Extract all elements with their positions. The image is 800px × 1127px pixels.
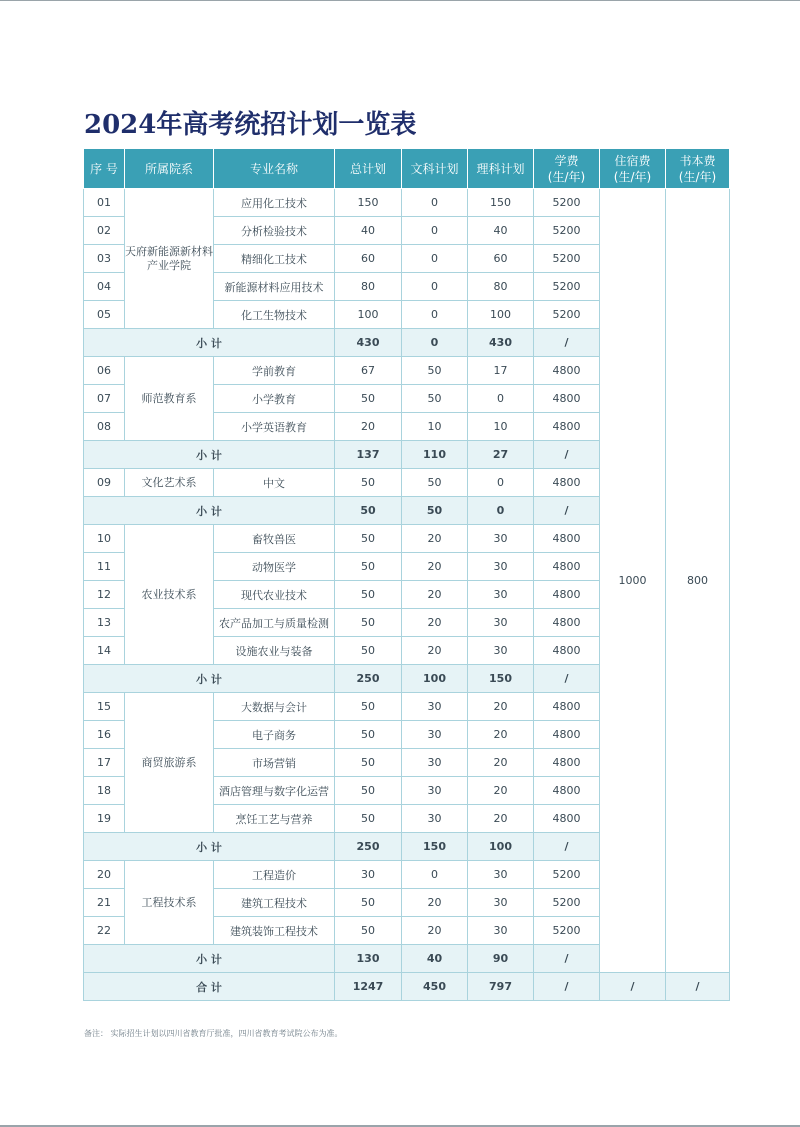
cell-total: 50 [335, 637, 402, 665]
table-header-row [84, 149, 730, 189]
cell-college: 农业技术系 [125, 525, 214, 665]
cell-science: 100 [468, 301, 534, 329]
cell-major: 设施农业与装备 [214, 637, 335, 665]
cell-major: 工程造价 [214, 861, 335, 889]
cell-science: 20 [468, 805, 534, 833]
cell-tuition: 4800 [534, 777, 600, 805]
cell-major: 中文 [214, 469, 335, 497]
footnote: 备注： 实际招生计划以四川省教育厅批准，四川省教育考试院公布为准。 [84, 1029, 343, 1038]
cell-major: 市场营销 [214, 749, 335, 777]
cell-seq: 12 [84, 581, 125, 609]
subtotal-tuition: / [534, 665, 600, 693]
cell-tuition: 4800 [534, 413, 600, 441]
cell-total: 50 [335, 581, 402, 609]
cell-science: 30 [468, 861, 534, 889]
grand-total-row [84, 973, 730, 1001]
cell-major: 建筑装饰工程技术 [214, 917, 335, 945]
cell-tuition: 5200 [534, 889, 600, 917]
cell-total: 50 [335, 889, 402, 917]
cell-science: 17 [468, 357, 534, 385]
cell-total: 60 [335, 245, 402, 273]
cell-science: 20 [468, 721, 534, 749]
cell-major: 应用化工技术 [214, 189, 335, 217]
cell-total: 50 [335, 805, 402, 833]
subtotal-label: 小 计 [84, 441, 335, 469]
cell-arts: 0 [402, 301, 468, 329]
cell-arts: 50 [402, 385, 468, 413]
subtotal-total: 250 [335, 665, 402, 693]
cell-science: 20 [468, 777, 534, 805]
cell-tuition: 4800 [534, 385, 600, 413]
cell-science: 30 [468, 889, 534, 917]
cell-tuition: 4800 [534, 721, 600, 749]
cell-science: 20 [468, 749, 534, 777]
table-body [84, 189, 730, 1001]
cell-seq: 11 [84, 553, 125, 581]
cell-tuition: 5200 [534, 861, 600, 889]
cell-science: 0 [468, 385, 534, 413]
subtotal-label: 小 计 [84, 665, 335, 693]
cell-total: 50 [335, 917, 402, 945]
cell-major: 畜牧兽医 [214, 525, 335, 553]
grand-total-science: 797 [468, 973, 534, 1001]
cell-total: 50 [335, 609, 402, 637]
grand-total-label: 合 计 [84, 973, 335, 1001]
header-total: 总计划 [335, 149, 402, 189]
cell-seq: 04 [84, 273, 125, 301]
header-books: 书本费 (生/年) [666, 149, 730, 189]
cell-college: 工程技术系 [125, 861, 214, 945]
cell-tuition: 4800 [534, 693, 600, 721]
cell-tuition: 5200 [534, 301, 600, 329]
subtotal-tuition: / [534, 441, 600, 469]
cell-total: 50 [335, 525, 402, 553]
subtotal-tuition: / [534, 833, 600, 861]
subtotal-science: 430 [468, 329, 534, 357]
cell-arts: 30 [402, 805, 468, 833]
subtotal-label: 小 计 [84, 945, 335, 973]
cell-arts: 20 [402, 553, 468, 581]
cell-major: 小学英语教育 [214, 413, 335, 441]
cell-arts: 0 [402, 245, 468, 273]
cell-major: 动物医学 [214, 553, 335, 581]
cell-science: 20 [468, 693, 534, 721]
cell-tuition: 5200 [534, 189, 600, 217]
subtotal-arts: 50 [402, 497, 468, 525]
subtotal-arts: 0 [402, 329, 468, 357]
grand-total-arts: 450 [402, 973, 468, 1001]
subtotal-science: 0 [468, 497, 534, 525]
cell-science: 10 [468, 413, 534, 441]
cell-tuition: 5200 [534, 245, 600, 273]
cell-seq: 15 [84, 693, 125, 721]
cell-major: 学前教育 [214, 357, 335, 385]
cell-seq: 05 [84, 301, 125, 329]
cell-science: 30 [468, 581, 534, 609]
top-border-line [0, 0, 800, 1]
cell-arts: 30 [402, 721, 468, 749]
cell-major: 化工生物技术 [214, 301, 335, 329]
cell-seq: 06 [84, 357, 125, 385]
cell-science: 80 [468, 273, 534, 301]
cell-arts: 20 [402, 917, 468, 945]
cell-science: 150 [468, 189, 534, 217]
cell-tuition: 4800 [534, 749, 600, 777]
cell-arts: 20 [402, 889, 468, 917]
header-college: 所属院系 [125, 149, 214, 189]
cell-major: 酒店管理与数字化运营 [214, 777, 335, 805]
cell-major: 烹饪工艺与营养 [214, 805, 335, 833]
cell-major: 新能源材料应用技术 [214, 273, 335, 301]
cell-tuition: 4800 [534, 525, 600, 553]
cell-total: 50 [335, 777, 402, 805]
cell-tuition: 4800 [534, 581, 600, 609]
cell-arts: 50 [402, 469, 468, 497]
cell-arts: 20 [402, 637, 468, 665]
cell-total: 80 [335, 273, 402, 301]
cell-tuition: 4800 [534, 357, 600, 385]
cell-science: 0 [468, 469, 534, 497]
header-major: 专业名称 [214, 149, 335, 189]
cell-major: 小学教育 [214, 385, 335, 413]
cell-seq: 08 [84, 413, 125, 441]
cell-arts: 0 [402, 217, 468, 245]
cell-arts: 30 [402, 749, 468, 777]
subtotal-science: 27 [468, 441, 534, 469]
cell-arts: 20 [402, 581, 468, 609]
cell-seq: 20 [84, 861, 125, 889]
cell-college: 天府新能源新材料产业学院 [125, 189, 214, 329]
subtotal-label: 小 计 [84, 833, 335, 861]
header-science: 理科计划 [468, 149, 534, 189]
cell-major: 建筑工程技术 [214, 889, 335, 917]
cell-major: 电子商务 [214, 721, 335, 749]
header-tuition: 学费 (生/年) [534, 149, 600, 189]
subtotal-tuition: / [534, 945, 600, 973]
cell-dorm-fee: 1000 [600, 189, 666, 973]
subtotal-science: 150 [468, 665, 534, 693]
subtotal-total: 430 [335, 329, 402, 357]
subtotal-science: 100 [468, 833, 534, 861]
cell-total: 40 [335, 217, 402, 245]
cell-arts: 20 [402, 609, 468, 637]
cell-tuition: 4800 [534, 469, 600, 497]
cell-arts: 30 [402, 693, 468, 721]
cell-tuition: 4800 [534, 553, 600, 581]
subtotal-arts: 110 [402, 441, 468, 469]
subtotal-science: 90 [468, 945, 534, 973]
cell-total: 67 [335, 357, 402, 385]
cell-books-fee: 800 [666, 189, 730, 973]
cell-seq: 01 [84, 189, 125, 217]
cell-arts: 0 [402, 189, 468, 217]
cell-college: 文化艺术系 [125, 469, 214, 497]
cell-science: 30 [468, 609, 534, 637]
cell-seq: 07 [84, 385, 125, 413]
cell-seq: 21 [84, 889, 125, 917]
cell-arts: 50 [402, 357, 468, 385]
cell-arts: 30 [402, 777, 468, 805]
cell-tuition: 4800 [534, 637, 600, 665]
cell-science: 40 [468, 217, 534, 245]
cell-college: 商贸旅游系 [125, 693, 214, 833]
cell-seq: 03 [84, 245, 125, 273]
cell-seq: 16 [84, 721, 125, 749]
header-arts: 文科计划 [402, 149, 468, 189]
subtotal-label: 小 计 [84, 497, 335, 525]
cell-major: 大数据与会计 [214, 693, 335, 721]
cell-science: 30 [468, 525, 534, 553]
cell-total: 50 [335, 469, 402, 497]
cell-arts: 0 [402, 861, 468, 889]
cell-arts: 20 [402, 525, 468, 553]
page-title: 2024年高考统招计划一览表 [84, 110, 417, 140]
cell-seq: 09 [84, 469, 125, 497]
cell-science: 30 [468, 553, 534, 581]
subtotal-total: 50 [335, 497, 402, 525]
subtotal-tuition: / [534, 329, 600, 357]
cell-total: 30 [335, 861, 402, 889]
cell-seq: 17 [84, 749, 125, 777]
cell-major: 精细化工技术 [214, 245, 335, 273]
cell-college: 师范教育系 [125, 357, 214, 441]
cell-tuition: 5200 [534, 217, 600, 245]
cell-science: 30 [468, 637, 534, 665]
enrollment-plan-table [83, 148, 730, 1001]
subtotal-total: 137 [335, 441, 402, 469]
header-seq: 序 号 [84, 149, 125, 189]
cell-tuition: 5200 [534, 917, 600, 945]
cell-total: 150 [335, 189, 402, 217]
cell-seq: 18 [84, 777, 125, 805]
subtotal-label: 小 计 [84, 329, 335, 357]
cell-seq: 02 [84, 217, 125, 245]
cell-major: 农产品加工与质量检测 [214, 609, 335, 637]
subtotal-arts: 40 [402, 945, 468, 973]
subtotal-total: 130 [335, 945, 402, 973]
cell-total: 100 [335, 301, 402, 329]
cell-total: 50 [335, 721, 402, 749]
cell-tuition: 5200 [534, 273, 600, 301]
cell-science: 30 [468, 917, 534, 945]
cell-total: 50 [335, 693, 402, 721]
cell-total: 50 [335, 749, 402, 777]
cell-science: 60 [468, 245, 534, 273]
cell-total: 50 [335, 553, 402, 581]
subtotal-tuition: / [534, 497, 600, 525]
cell-seq: 13 [84, 609, 125, 637]
cell-arts: 0 [402, 273, 468, 301]
cell-seq: 14 [84, 637, 125, 665]
cell-seq: 10 [84, 525, 125, 553]
cell-tuition: 4800 [534, 609, 600, 637]
subtotal-total: 250 [335, 833, 402, 861]
subtotal-arts: 100 [402, 665, 468, 693]
grand-total-total: 1247 [335, 973, 402, 1001]
header-dorm: 住宿费 (生/年) [600, 149, 666, 189]
cell-major: 分析检验技术 [214, 217, 335, 245]
cell-seq: 22 [84, 917, 125, 945]
cell-total: 50 [335, 385, 402, 413]
cell-seq: 19 [84, 805, 125, 833]
cell-major: 现代农业技术 [214, 581, 335, 609]
cell-arts: 10 [402, 413, 468, 441]
grand-total-tuition: / [534, 973, 600, 1001]
table-row [84, 189, 730, 217]
grand-total-books: / [666, 973, 730, 1001]
grand-total-dorm: / [600, 973, 666, 1001]
subtotal-arts: 150 [402, 833, 468, 861]
cell-tuition: 4800 [534, 805, 600, 833]
cell-total: 20 [335, 413, 402, 441]
